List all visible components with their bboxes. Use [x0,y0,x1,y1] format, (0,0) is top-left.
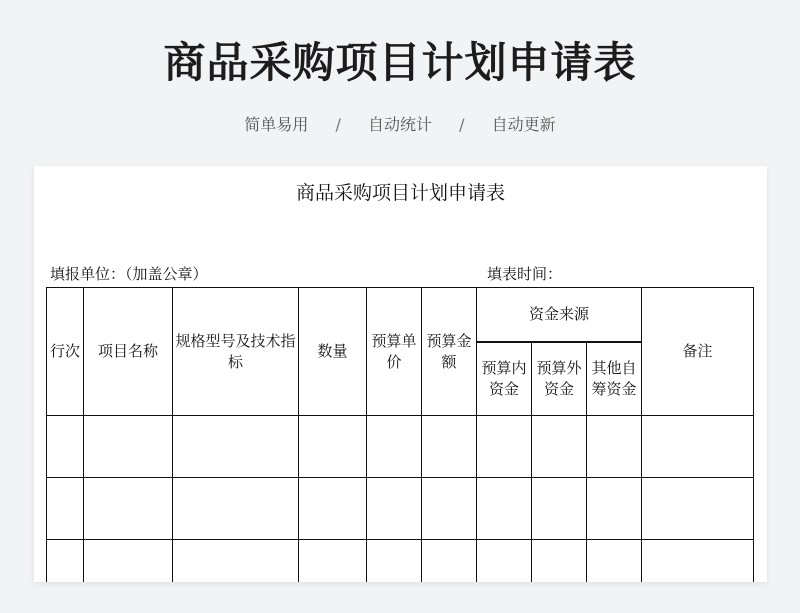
table-cell[interactable] [532,540,587,583]
procurement-table [46,287,754,582]
taglines [0,112,800,135]
time-label: 填表时间： [487,265,563,283]
table-cell[interactable] [367,416,422,478]
table-cell[interactable] [84,540,173,583]
header-fund-in: 预算内资金 [477,342,532,416]
table-cell[interactable] [477,416,532,478]
header-remark: 备注 [642,288,754,416]
header-fund-out: 预算外资金 [532,342,587,416]
table-cell[interactable] [477,540,532,583]
tagline-easy: 简单易用 [244,115,309,134]
header-fund-source: 资金来源 [477,288,642,342]
header-spec: 规格型号及技术指标 [173,288,299,416]
table-cell[interactable] [367,478,422,540]
header-project-name: 项目名称 [84,288,173,416]
table-cell[interactable] [173,478,299,540]
table-cell[interactable] [422,478,477,540]
header-row-no: 行次 [47,288,84,416]
table-cell[interactable] [299,416,367,478]
table-cell[interactable] [587,416,642,478]
table-cell[interactable] [532,478,587,540]
table-cell[interactable] [642,416,754,478]
header-unit-price: 预算单价 [367,288,422,416]
table-cell[interactable] [47,478,84,540]
form-title: 商品采购项目计划申请表 [295,182,505,204]
page-title: 商品采购项目计划申请表 [163,38,637,87]
table-row [47,478,754,540]
header-quantity: 数量 [299,288,367,416]
table-cell[interactable] [47,416,84,478]
table-cell[interactable] [422,416,477,478]
unit-label: 填报单位：（加盖公章） [50,265,208,283]
table-cell[interactable] [532,416,587,478]
table-cell[interactable] [422,540,477,583]
table-cell[interactable] [299,540,367,583]
table-cell[interactable] [367,540,422,583]
table-cell[interactable] [587,540,642,583]
table-cell[interactable] [47,540,84,583]
table-cell[interactable] [642,540,754,583]
header-fund-self: 其他自筹资金 [587,342,642,416]
table-cell[interactable] [477,478,532,540]
table-row [47,540,754,583]
table-cell[interactable] [587,478,642,540]
header-amount: 预算金额 [422,288,477,416]
table-cell[interactable] [84,478,173,540]
table-cell[interactable] [299,478,367,540]
form-sheet [34,166,767,582]
tagline-separator: / [459,115,465,134]
table-cell[interactable] [84,416,173,478]
tagline-auto-update: 自动更新 [491,115,556,134]
table-cell[interactable] [173,540,299,583]
table-cell[interactable] [642,478,754,540]
table-row [47,416,754,478]
tagline-auto-stats: 自动统计 [367,115,432,134]
table-cell[interactable] [173,416,299,478]
tagline-separator: / [335,115,341,134]
